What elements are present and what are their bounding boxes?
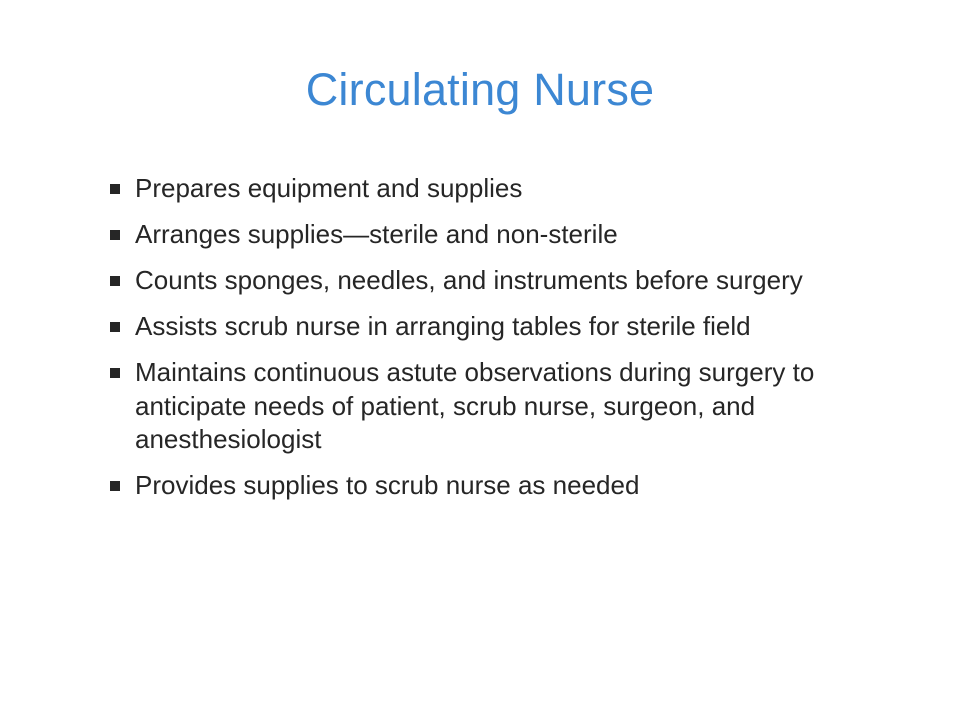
slide-title: Circulating Nurse bbox=[305, 64, 655, 115]
square-bullet-icon bbox=[110, 322, 120, 332]
square-bullet-icon bbox=[110, 184, 120, 194]
square-bullet-icon bbox=[110, 230, 120, 240]
bullet-item bbox=[108, 218, 878, 252]
bullet-item bbox=[108, 469, 878, 503]
square-bullet-icon bbox=[110, 276, 120, 286]
bullet-item bbox=[108, 310, 878, 344]
square-bullet-icon bbox=[110, 481, 120, 491]
bullet-text: Assists scrub nurse in arranging tables for sterile field bbox=[135, 311, 751, 341]
bullet-list bbox=[108, 172, 878, 515]
bullet-item bbox=[108, 172, 878, 206]
bullet-text: Prepares equipment and supplies bbox=[135, 173, 523, 203]
bullet-text: Counts sponges, needles, and instruments before surgery bbox=[135, 265, 803, 295]
bullet-item bbox=[108, 356, 878, 457]
bullet-item bbox=[108, 264, 878, 298]
bullet-text: Maintains continuous astute observations during surgery to anticipate needs of patient, scrub nurse, surgeon, and anesthesiologist bbox=[135, 357, 815, 454]
square-bullet-icon bbox=[110, 368, 120, 378]
bullet-text: Arranges supplies—sterile and non-sterile bbox=[135, 219, 618, 249]
bullet-text: Provides supplies to scrub nurse as needed bbox=[135, 470, 640, 500]
